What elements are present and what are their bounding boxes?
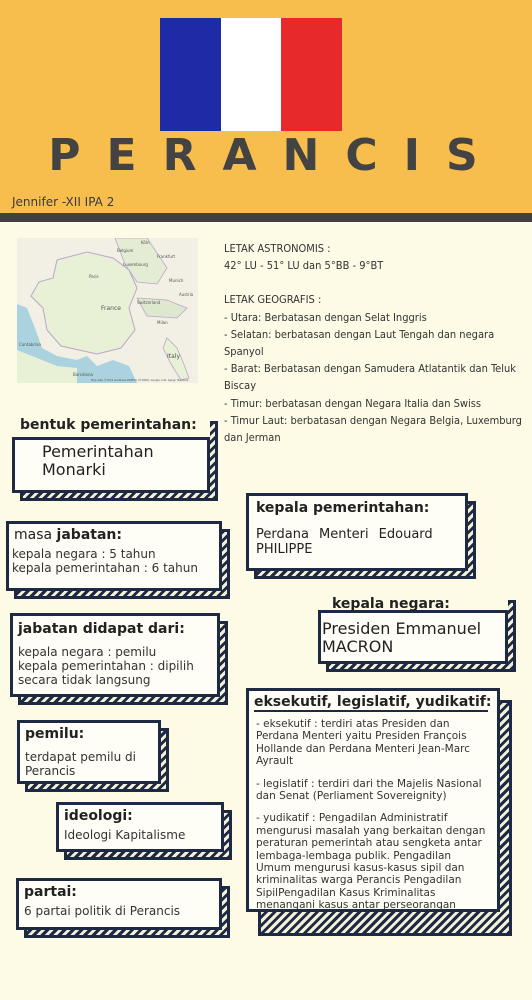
author-label: Jennifer -XII IPA 2: [12, 195, 115, 209]
map-place-italy: Italy: [167, 353, 181, 360]
card-title: masa jabatan:: [14, 527, 122, 543]
card-partai: [16, 878, 222, 930]
card-eksekutif: [246, 688, 500, 912]
map-place-luxembourg: Luxembourg: [123, 262, 148, 267]
card-body: kepala negara : pemilu kepala pemerintahan : dipilih secara tidak langsung: [18, 645, 194, 687]
card-title: jabatan didapat dari:: [18, 621, 185, 637]
card-body: - eksekutif : terdiri atas Presiden dan Perdana Menteri yaitu Presiden François Hollande dan Perdana Menteri Jean-Marc Ayrault - legislatif : terdiri dari the Majelis Nasional dan Senat (Perliament Sovereignity) - yudikatif : Pengadilan Administratif mengurusi masalah yang berkaitan dengan peraturan pemerintah atau sengketa antar lembaga-lembaga publik. Pengadilan Umum mengurusi kasus-kasus sipil dan kriminalitas warga Perancis Pengadilan SipilPengadilan Kasus Kriminalitas menangani kasus antar perseorangan: [256, 718, 486, 912]
geografis-line: - Selatan: berbatasan dengan Laut Tengah dan negara Spanyol: [224, 327, 495, 359]
header-banner: [0, 0, 532, 213]
card-masa-jabatan: [6, 521, 222, 591]
card-body: 6 partai politik di Perancis: [24, 904, 181, 918]
map-place-munich: Munich: [169, 278, 184, 283]
geografis-line: - Timur Laut: berbatasan dengan Negara Belgia, Luxemburg dan Jerman: [224, 413, 522, 445]
card-body: terdapat pemilu di Perancis: [25, 750, 136, 778]
flag-red-stripe: [281, 18, 342, 131]
map-place-paris: Paris: [89, 274, 99, 279]
card-title: ideologi:: [64, 808, 133, 824]
geografis-line: - Utara: Berbatasan dengan Selat Inggris: [224, 310, 427, 324]
map-place-belgium: Belgium: [117, 248, 134, 253]
map-place-cantabrian: Cantabrian: [19, 342, 42, 347]
card-body: Ideologi Kapitalisme: [64, 828, 186, 842]
map-place-switzerland: Switzerland: [137, 300, 161, 305]
card-title: kepala pemerintahan:: [256, 500, 430, 516]
card-body: Perdana Menteri Edouard PHILIPPE: [256, 527, 433, 557]
map-attribution: Map data ©2019 GeoBasis-DE/BKG (©2009), Google, Inst. Geogr. Nacional: [91, 379, 189, 382]
card-title: eksekutif, legislatif, yudikatif:: [254, 694, 492, 710]
map-label: France: [101, 305, 121, 312]
card-title: partai:: [24, 884, 77, 900]
france-flag: [160, 18, 342, 131]
card-title: pemilu:: [25, 726, 85, 742]
page-title: PERANCIS: [48, 130, 504, 181]
flag-white-stripe: [221, 18, 282, 131]
geografis-line: - Barat: Berbatasan dengan Samudera Atlatantik dan Teluk Biscay: [224, 362, 517, 393]
card-kepala-negara: [318, 592, 508, 664]
map-place-frankfurt: Frankfurt: [157, 254, 176, 259]
header-divider: [0, 213, 532, 222]
france-map: [17, 238, 198, 383]
geografis-line: - Timur: berbatasan dengan Negara Italia dan Swiss: [224, 396, 482, 410]
card-kepala-pemerintahan: [246, 493, 468, 571]
geography-text: [224, 240, 524, 446]
geografis-title: LETAK GEOGRAFIS :: [224, 293, 322, 307]
flag-blue-stripe: [160, 18, 221, 131]
card-title: bentuk pemerintahan:: [20, 417, 197, 433]
map-place-barcelona: Barcelona: [73, 372, 93, 377]
card-ideologi: [56, 802, 224, 852]
astronomis-value: 42° LU - 51° LU dan 5°BB - 9°BT: [224, 259, 384, 273]
map-place-austria: Austria: [179, 292, 194, 297]
map-place-koln: Köln: [141, 240, 150, 245]
card-body: Pemerintahan Monarki: [42, 442, 154, 479]
card-jabatan: [10, 613, 220, 697]
card-bentuk-pemerintahan: [12, 413, 210, 493]
card-title: kepala negara:: [332, 596, 450, 612]
card-pemilu: [17, 720, 161, 784]
card-body: kepala negara : 5 tahun kepala pemerintahan : 6 tahun: [12, 547, 198, 575]
map-place-milan: Milan: [157, 320, 168, 325]
card-body: Presiden Emmanuel MACRON: [322, 619, 482, 656]
astronomis-title: LETAK ASTRONOMIS :: [224, 242, 331, 255]
